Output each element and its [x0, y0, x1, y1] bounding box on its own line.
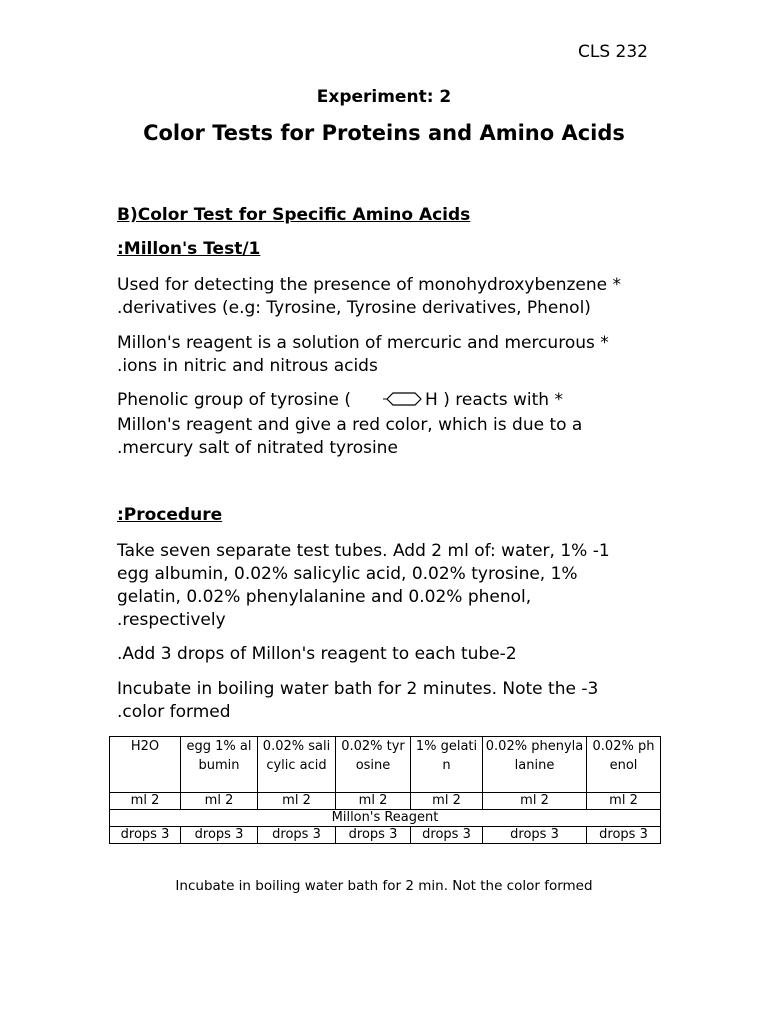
procedure-step-2: .Add 3 drops of Millon's reagent to each tube-2: [117, 644, 517, 664]
table-cell: drops 3: [258, 827, 336, 844]
point-1-line-1: Used for detecting the presence of monohydroxybenzene *: [117, 275, 621, 295]
point-3: [117, 389, 582, 460]
point-2-line-2: .ions in nitric and nitrous acids: [117, 356, 378, 376]
table-row: [110, 810, 661, 827]
table-cell: ml 2: [411, 793, 483, 810]
point-3-line-1: [117, 389, 582, 414]
reagent-table: [109, 736, 661, 844]
table-cell: drops 3: [110, 827, 181, 844]
point-3-line-1-start: Phenolic group of tyrosine (: [117, 390, 352, 410]
table-row: [110, 793, 661, 810]
table-header-cell: 0.02% phenylalanine: [483, 737, 587, 793]
table-header-cell: 1% gelatin: [411, 737, 483, 793]
point-3-line-3: .mercury salt of nitrated tyrosine: [117, 438, 398, 458]
table-cell: ml 2: [336, 793, 411, 810]
table-cell: drops 3: [411, 827, 483, 844]
point-2: [117, 332, 609, 378]
procedure-step-3: [117, 678, 598, 724]
table-cell: ml 2: [181, 793, 258, 810]
table-cell: ml 2: [110, 793, 181, 810]
table-header-cell: 0.02% phenol: [587, 737, 661, 793]
section-heading: B)Color Test for Specific Amino Acids: [117, 205, 471, 225]
table-header-cell: 0.02% tyrosine: [336, 737, 411, 793]
step-1-line-3: gelatin, 0.02% phenylalanine and 0.02% phenol,: [117, 587, 532, 607]
footnote: Incubate in boiling water bath for 2 min. Not the color formed: [175, 878, 593, 894]
table-cell: ml 2: [587, 793, 661, 810]
benzene-ring-icon: [383, 391, 425, 414]
step-1-line-2: egg albumin, 0.02% salicylic acid, 0.02% tyrosine, 1%: [117, 564, 578, 584]
procedure-step-1: [117, 540, 610, 632]
table-cell: ml 2: [258, 793, 336, 810]
point-1: [117, 274, 621, 320]
point-3-line-1-end: H ) reacts with *: [425, 390, 563, 410]
point-3-line-2: Millon's reagent and give a red color, which is due to a: [117, 415, 583, 435]
table-header-cell: H2O: [110, 737, 181, 793]
step-3-line-1: Incubate in boiling water bath for 2 minutes. Note the -3: [117, 679, 599, 699]
page-title: Color Tests for Proteins and Amino Acids: [143, 121, 625, 145]
table-row: [110, 827, 661, 844]
course-code: CLS 232: [578, 42, 648, 62]
table-header-cell: egg 1% albumin: [181, 737, 258, 793]
step-1-line-1: Take seven separate test tubes. Add 2 ml of: water, 1% -1: [117, 541, 610, 561]
point-2-line-1: Millon's reagent is a solution of mercuric and mercurous *: [117, 333, 609, 353]
table-header-row: [110, 737, 661, 793]
step-3-line-2: .color formed: [117, 702, 231, 722]
subsection-heading: :Millon's Test/1: [117, 239, 261, 259]
table-cell: drops 3: [587, 827, 661, 844]
table-cell: ml 2: [483, 793, 587, 810]
procedure-heading: :Procedure: [117, 505, 223, 525]
table-header-cell: 0.02% salicylic acid: [258, 737, 336, 793]
table-cell: drops 3: [181, 827, 258, 844]
table-cell: drops 3: [483, 827, 587, 844]
reagent-label-cell: Millon's Reagent: [110, 810, 661, 827]
point-1-line-2: .derivatives (e.g: Tyrosine, Tyrosine derivatives, Phenol): [117, 298, 591, 318]
step-1-line-4: .respectively: [117, 610, 226, 630]
experiment-number: Experiment: 2: [316, 87, 452, 107]
table-cell: drops 3: [336, 827, 411, 844]
